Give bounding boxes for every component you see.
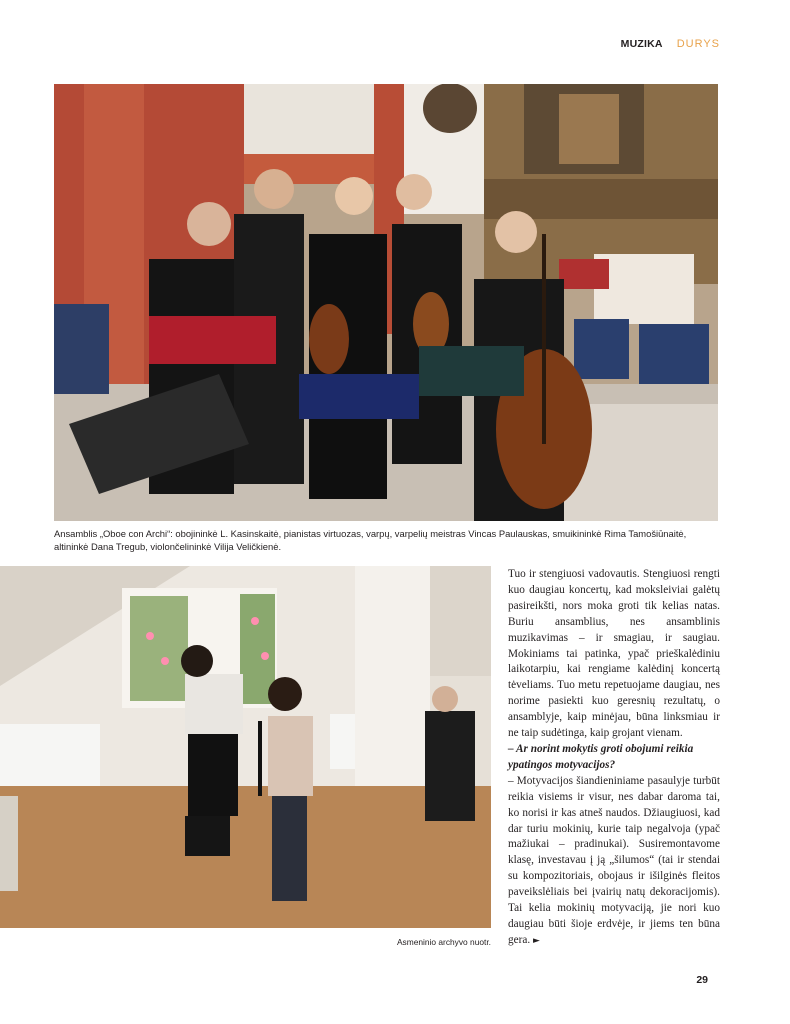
page-number: 29 xyxy=(696,974,708,986)
ensemble-caption: Ansamblis „Oboe con Archi“: obojininkė L. Kasinskaitė, pianistas virtuozas, varpų, varpelių meistras Vincas Paulauskas, smuikininkė Rima Tamošiūnaitė, altininkė Dana Tregub, violončelininkė Vilija Veličkienė. xyxy=(54,528,687,552)
paragraph-2-text: – Motyvacijos šiandieniniame pasaulyje turbūt reikia visiems ir visur, nes dabar daroma tai, ko norisi ir kas atneš naudos. Džiaugiuosi, kad dar turiu mokinių, kurie taip negalvoja (ypač mažiukai – pradinukai). Susiremontavome klasę, investavau į ją „šilumos“ (tai ir stendai su kompozitoriais, obojaus ir išilginės fleitos paveikslėliais bei įvairių natų dekoracijomis). Tai kelia mokinių motyvaciją, jie nori kuo daugiau būti šioje erdvėje, ir jiems ten būna gera. xyxy=(508,774,720,946)
paragraph-2 xyxy=(508,774,720,950)
magazine-name: DURYS xyxy=(676,38,720,50)
continue-arrow-icon: ► xyxy=(532,935,540,946)
section-label: MUZIKA xyxy=(620,38,663,50)
interview-question: – Ar norint mokytis groti obojumi reikia ypatingos motyvacijos? xyxy=(508,742,694,771)
classroom-photo xyxy=(0,566,491,928)
article-text xyxy=(508,567,720,950)
ensemble-photo xyxy=(54,84,718,521)
paragraph-1: Tuo ir stengiuosi vadovautis. Stengiuosi rengti kuo daugiau koncertų, kad moksleiviai galėtų pasireikšti, nors moka groti tik kelias natas. Buriu ansamblius, nes ansamblinis muzikavimas – ir smagiau, ir saugiau. Mokiniams tai patinka, ypač prieškalėdiniu laikotarpiu, kai rengiame kalėdinį koncertą tėveliams. Tuo metu repetuojame daugiau, nes norime pasiekti kuo geresnių rezultatų, o ansamblyje, kaip minėjau, būna linksmiau ir ne taip sudėtinga, kaip grojant vienam. xyxy=(508,568,720,740)
page-header xyxy=(621,38,720,50)
photo-credit: Asmeninio archyvo nuotr. xyxy=(396,937,491,947)
